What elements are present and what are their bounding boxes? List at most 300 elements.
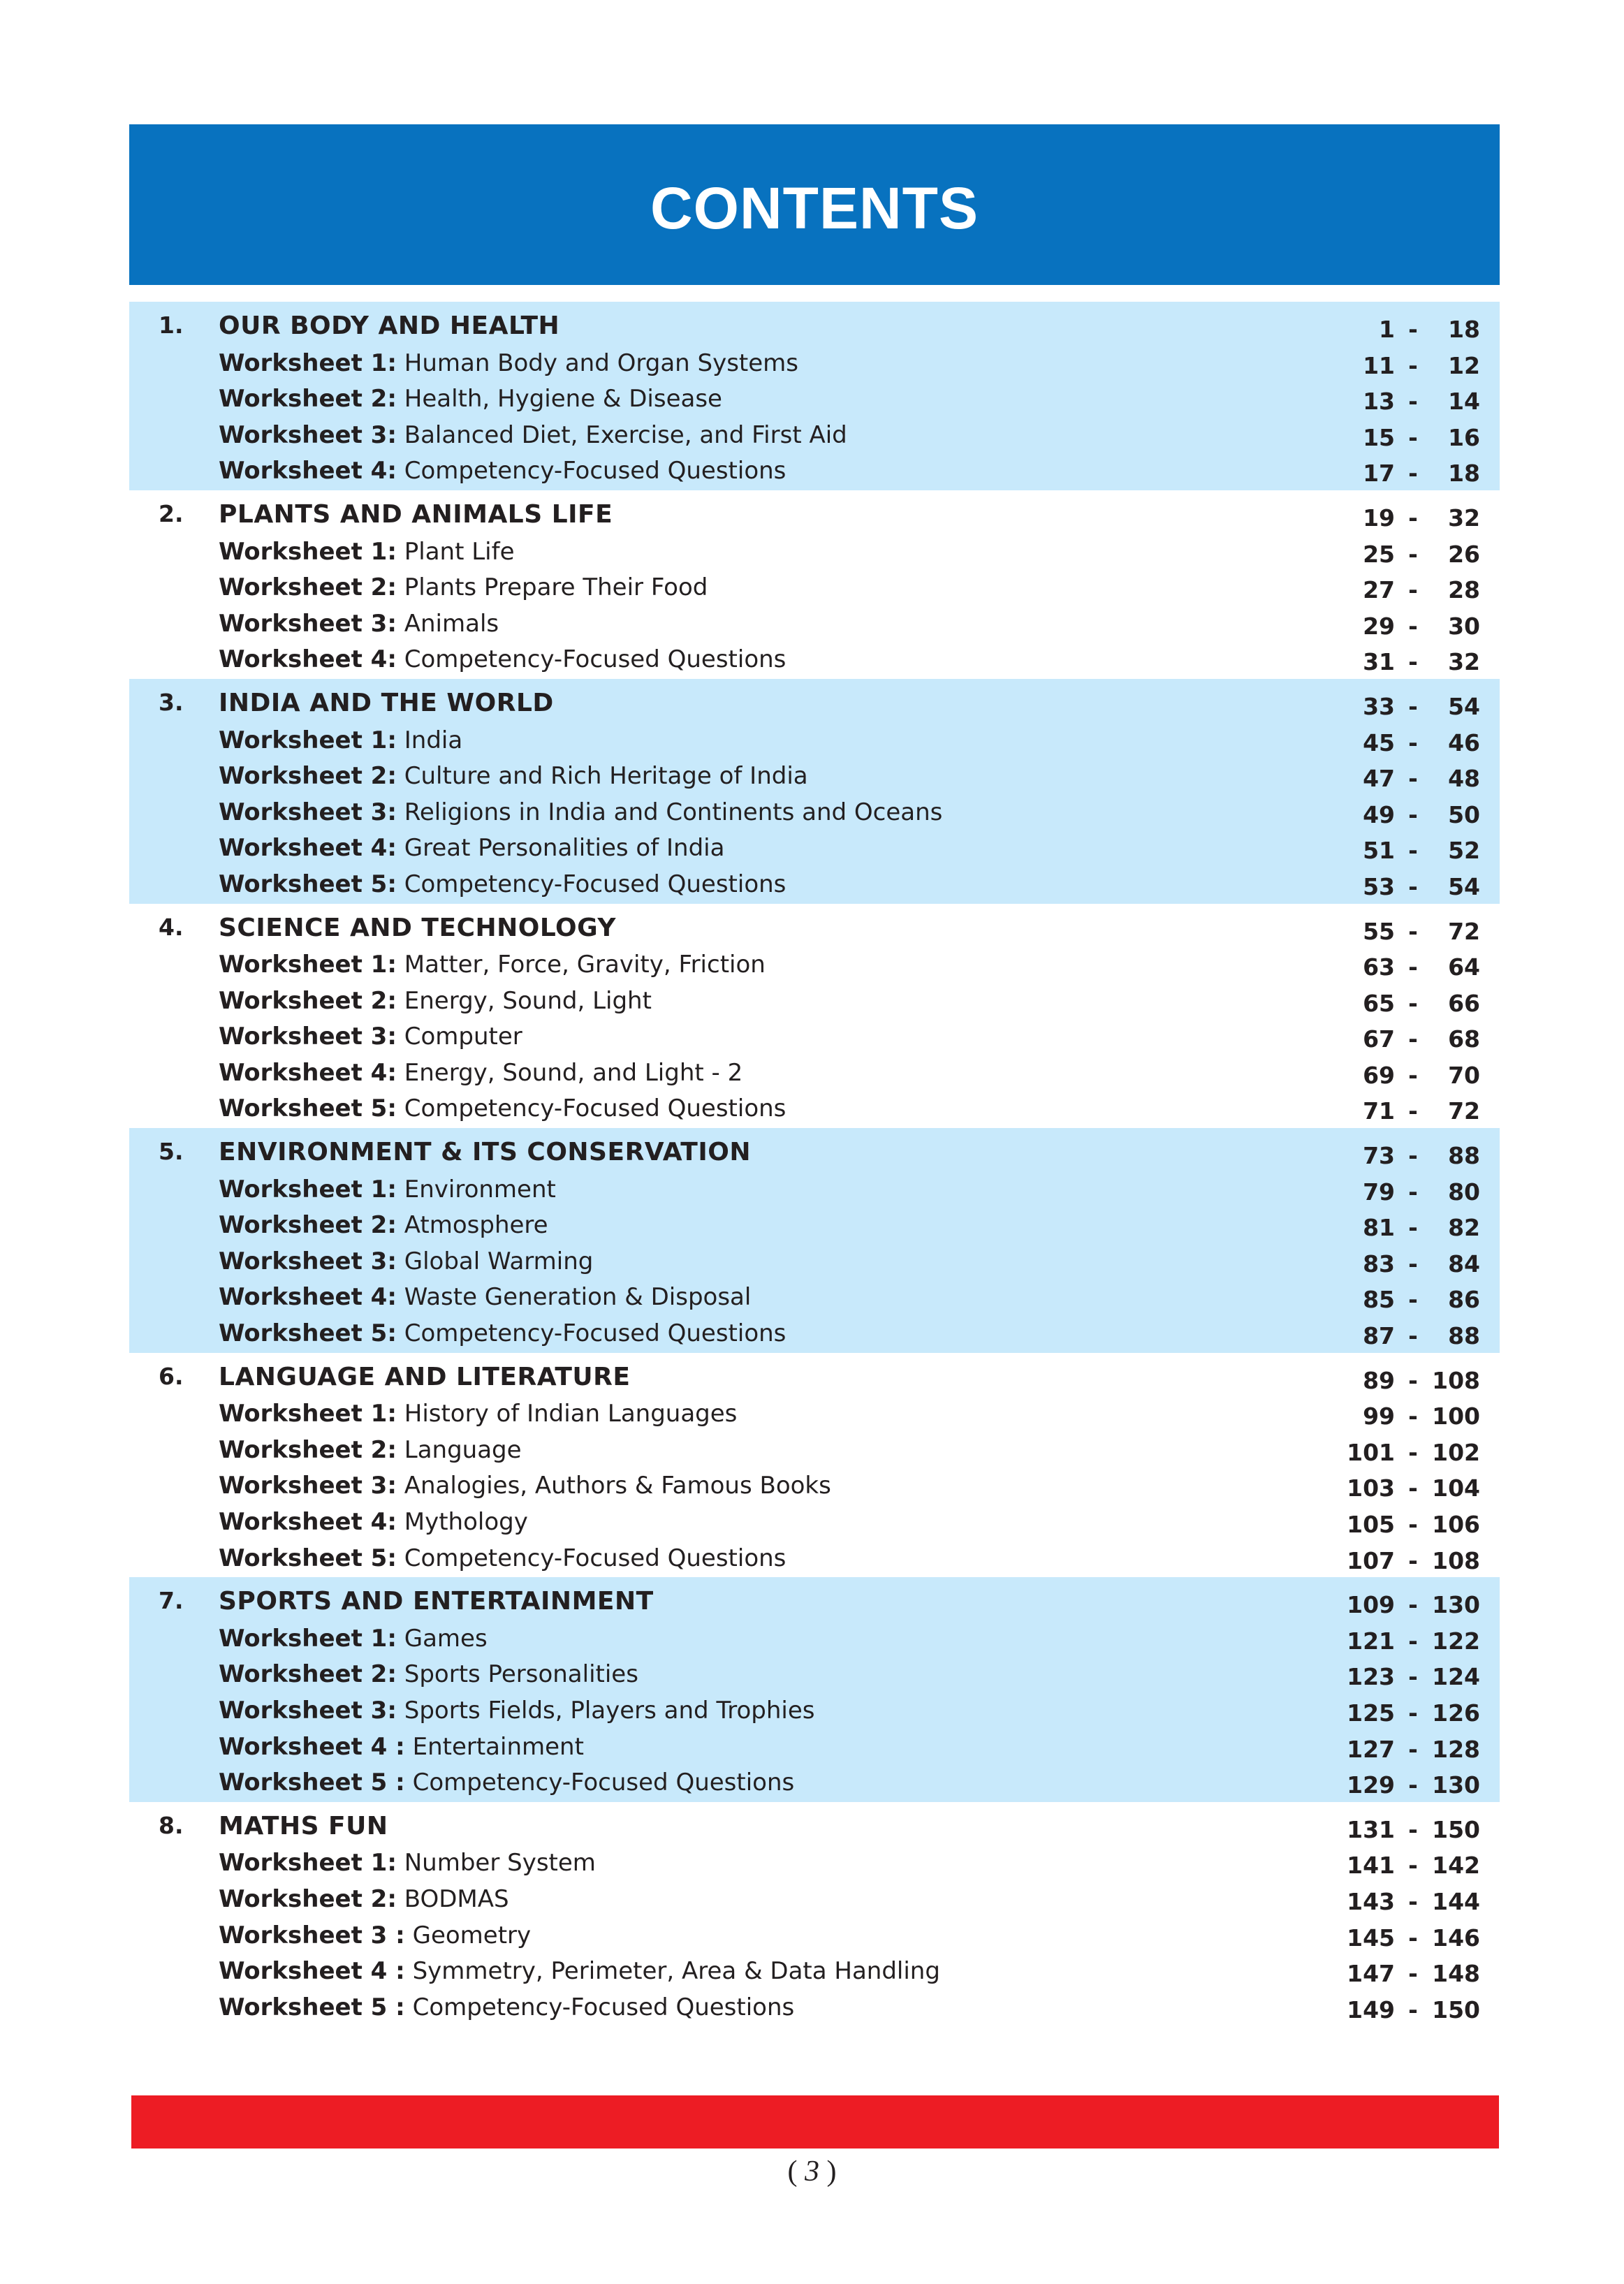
worksheet-title: Competency-Focused Questions	[404, 870, 787, 898]
worksheet-entry[interactable]	[219, 870, 786, 898]
worksheet-entry[interactable]	[219, 1247, 593, 1275]
page-range-dash: -	[1408, 1771, 1418, 1799]
worksheet-label: Worksheet 3 :	[219, 1921, 405, 1949]
page-from: 33	[1363, 692, 1395, 720]
page-range-dash: -	[1408, 612, 1418, 640]
page-to: 16	[1448, 423, 1480, 451]
chapter-title[interactable]: OUR BODY AND HEALTH	[219, 312, 560, 340]
page-to: 148	[1432, 1960, 1480, 1988]
page-from: 79	[1363, 1178, 1395, 1206]
worksheet-row[interactable]	[129, 607, 1500, 643]
page-from: 29	[1363, 612, 1395, 640]
chapter-block	[129, 1353, 1500, 1578]
worksheet-label: Worksheet 3:	[219, 798, 397, 826]
page-range-dash: -	[1408, 1025, 1418, 1053]
page-range	[1346, 765, 1500, 793]
worksheet-label: Worksheet 2:	[219, 385, 397, 413]
worksheet-title: Human Body and Organ Systems	[404, 349, 799, 377]
page-range	[1346, 693, 1500, 721]
worksheet-label: Worksheet 3:	[219, 609, 397, 638]
worksheet-entry[interactable]	[219, 1993, 794, 2021]
page-range-dash: -	[1408, 1735, 1418, 1763]
page-range-dash: -	[1408, 1546, 1418, 1574]
page-range	[1346, 613, 1500, 640]
worksheet-row[interactable]	[129, 382, 1500, 418]
worksheet-title: Sports Personalities	[404, 1660, 638, 1689]
worksheet-row[interactable]	[129, 1882, 1500, 1919]
page-range-dash: -	[1408, 648, 1418, 676]
worksheet-entry[interactable]	[219, 1849, 596, 1877]
page-from: 63	[1363, 953, 1395, 981]
page-range-dash: -	[1408, 1061, 1418, 1089]
worksheet-label: Worksheet 4:	[219, 457, 397, 485]
page-range	[1346, 1439, 1500, 1467]
worksheet-entry[interactable]	[219, 1957, 940, 1985]
chapter-heading-row[interactable]	[129, 912, 1500, 949]
page-range-dash: -	[1408, 1474, 1418, 1502]
page-from: 109	[1347, 1591, 1395, 1619]
page-range	[1346, 541, 1500, 569]
worksheet-row[interactable]	[129, 868, 1500, 904]
page-range-dash: -	[1408, 872, 1418, 900]
worksheet-title: Atmosphere	[404, 1211, 548, 1240]
worksheet-entry[interactable]	[219, 573, 708, 601]
worksheet-entry[interactable]	[219, 610, 499, 638]
worksheet-label: Worksheet 1:	[219, 1849, 397, 1877]
page-range-dash: -	[1408, 1286, 1418, 1314]
page-range-dash: -	[1408, 540, 1418, 568]
chapter-title[interactable]: PLANTS AND ANIMALS LIFE	[219, 499, 613, 529]
page-to: 106	[1432, 1511, 1480, 1538]
worksheet-label: Worksheet 4:	[219, 645, 397, 674]
worksheet-label: Worksheet 5:	[219, 1319, 397, 1348]
chapter-heading-row[interactable]	[129, 310, 1500, 346]
page-to: 104	[1432, 1474, 1480, 1502]
chapter-block	[129, 1128, 1500, 1353]
worksheet-row[interactable]	[129, 759, 1500, 796]
worksheet-row[interactable]	[129, 1766, 1500, 1802]
page-from: 67	[1363, 1025, 1395, 1053]
worksheet-row[interactable]	[129, 1542, 1500, 1578]
worksheet-row[interactable]	[129, 418, 1500, 455]
worksheet-label: Worksheet 4:	[219, 834, 397, 863]
worksheet-label: Worksheet 5:	[219, 1544, 397, 1572]
worksheet-title: Global Warming	[404, 1247, 594, 1275]
worksheet-entry[interactable]	[219, 834, 724, 862]
worksheet-row[interactable]	[129, 1433, 1500, 1470]
page-from: 19	[1363, 504, 1395, 532]
worksheet-entry[interactable]	[219, 421, 847, 449]
worksheet-title: Entertainment	[412, 1732, 584, 1761]
chapter-heading-row[interactable]	[129, 687, 1500, 724]
worksheet-entry[interactable]	[219, 1472, 831, 1500]
worksheet-label: Worksheet 2:	[219, 1660, 397, 1689]
worksheet-entry[interactable]	[219, 349, 798, 377]
worksheet-title: Animals	[404, 609, 499, 638]
worksheet-label: Worksheet 3:	[219, 420, 397, 449]
worksheet-title: Competency-Focused Questions	[404, 1095, 787, 1123]
worksheet-title: Analogies, Authors & Famous Books	[404, 1472, 831, 1500]
worksheet-entry[interactable]	[219, 798, 942, 826]
page-to: 72	[1448, 917, 1480, 945]
page-range-dash: -	[1408, 1699, 1418, 1727]
page-range	[1346, 1591, 1500, 1619]
worksheet-label: Worksheet 2:	[219, 762, 397, 791]
worksheet-row[interactable]	[129, 571, 1500, 607]
worksheet-entry[interactable]	[219, 1319, 786, 1347]
page-from: 71	[1363, 1097, 1395, 1125]
worksheet-row[interactable]	[129, 1317, 1500, 1353]
worksheet-title: Great Personalities of India	[404, 834, 725, 863]
page-range	[1346, 1924, 1500, 1952]
page-range	[1346, 1367, 1500, 1395]
worksheet-title: Mythology	[404, 1508, 528, 1536]
worksheet-entry[interactable]	[219, 1211, 548, 1239]
page-range	[1346, 1816, 1500, 1844]
page-range-dash: -	[1408, 1663, 1418, 1691]
page-range	[1346, 837, 1500, 865]
page-range-dash: -	[1408, 800, 1418, 828]
page-range	[1346, 873, 1500, 901]
chapter-number: 7.	[159, 1587, 184, 1615]
worksheet-row[interactable]	[129, 796, 1500, 832]
page-to: 12	[1448, 351, 1480, 379]
page-range	[1346, 316, 1500, 344]
worksheet-title: Health, Hygiene & Disease	[404, 385, 722, 413]
chapter-number: 3.	[159, 688, 184, 716]
page-from: 125	[1347, 1699, 1395, 1727]
page-from: 73	[1363, 1142, 1395, 1170]
worksheet-row[interactable]	[129, 724, 1500, 760]
page-from: 13	[1363, 388, 1395, 416]
chapter-heading-row[interactable]	[129, 1361, 1500, 1398]
worksheet-label: Worksheet 2:	[219, 573, 397, 602]
page-from: 147	[1347, 1960, 1395, 1988]
page-to: 30	[1448, 612, 1480, 640]
worksheet-title: Plants Prepare Their Food	[404, 573, 708, 602]
worksheet-label: Worksheet 4 :	[219, 1957, 405, 1986]
chapter-title[interactable]: SCIENCE AND TECHNOLOGY	[219, 913, 616, 942]
worksheet-title: Waste Generation & Disposal	[404, 1283, 752, 1312]
page-range-dash: -	[1408, 1852, 1418, 1880]
worksheet-entry[interactable]	[219, 1733, 584, 1761]
page-from: 105	[1347, 1511, 1395, 1538]
page-range-dash: -	[1408, 316, 1418, 343]
chapter-number: 1.	[159, 312, 184, 339]
worksheet-row[interactable]	[129, 1919, 1500, 1955]
worksheet-row[interactable]	[129, 1020, 1500, 1056]
page-range-dash: -	[1408, 351, 1418, 379]
page-number-value: 3	[805, 2155, 819, 2188]
page-from: 53	[1363, 872, 1395, 900]
worksheet-entry[interactable]	[219, 1400, 737, 1428]
page-range	[1346, 801, 1500, 829]
page-from: 149	[1347, 1996, 1395, 2023]
chapter-block	[129, 490, 1500, 679]
worksheet-title: Energy, Sound, Light	[404, 986, 652, 1015]
page-from: 127	[1347, 1735, 1395, 1763]
worksheet-title: Competency-Focused Questions	[404, 1544, 787, 1572]
page-to: 52	[1448, 837, 1480, 865]
page-to: 102	[1432, 1438, 1480, 1466]
worksheet-label: Worksheet 1:	[219, 1175, 397, 1203]
page-range	[1346, 460, 1500, 488]
chapter-title[interactable]: LANGUAGE AND LITERATURE	[219, 1362, 631, 1391]
page-to: 70	[1448, 1061, 1480, 1089]
worksheet-row[interactable]	[129, 1245, 1500, 1281]
page-range	[1346, 1699, 1500, 1727]
worksheet-entry[interactable]	[219, 1436, 522, 1464]
worksheet-row[interactable]	[129, 1730, 1500, 1766]
chapter-block	[129, 679, 1500, 904]
worksheet-row[interactable]	[129, 1991, 1500, 2027]
page-range	[1346, 729, 1500, 757]
page-from: 65	[1363, 989, 1395, 1017]
page-range	[1346, 424, 1500, 452]
worksheet-title: India	[404, 726, 463, 754]
worksheet-row[interactable]	[129, 1397, 1500, 1433]
page-range	[1346, 990, 1500, 1018]
chapter-title[interactable]: MATHS FUN	[219, 1811, 388, 1840]
worksheet-row[interactable]	[129, 1694, 1500, 1730]
page-from: 11	[1363, 351, 1395, 379]
chapter-heading-row[interactable]	[129, 1136, 1500, 1173]
worksheet-row[interactable]	[129, 1954, 1500, 1991]
worksheet-label: Worksheet 2:	[219, 1884, 397, 1913]
page-to: 100	[1432, 1403, 1480, 1430]
page-range-dash: -	[1408, 1250, 1418, 1278]
page-number-open: (	[787, 2155, 805, 2188]
worksheet-entry[interactable]	[219, 1625, 488, 1653]
chapter-heading-row[interactable]	[129, 1810, 1500, 1847]
page-to: 130	[1432, 1591, 1480, 1619]
page-range-dash: -	[1408, 1142, 1418, 1170]
worksheet-entry[interactable]	[219, 645, 786, 673]
worksheet-title: Competency-Focused Questions	[404, 457, 787, 485]
page-to: 88	[1448, 1142, 1480, 1170]
chapter-heading-row[interactable]	[129, 499, 1500, 535]
page-from: 87	[1363, 1322, 1395, 1350]
page-range	[1346, 1960, 1500, 1988]
chapter-title[interactable]: SPORTS AND ENTERTAINMENT	[219, 1587, 654, 1616]
page-to: 150	[1432, 1996, 1480, 2023]
page-range	[1346, 1322, 1500, 1350]
page-range-dash: -	[1408, 953, 1418, 981]
page-range	[1346, 1097, 1500, 1125]
page-range-dash: -	[1408, 576, 1418, 604]
worksheet-entry[interactable]	[219, 457, 786, 485]
worksheet-title: Environment	[404, 1175, 556, 1203]
worksheet-label: Worksheet 5:	[219, 870, 397, 898]
worksheet-entry[interactable]	[219, 1660, 638, 1688]
page-to: 50	[1448, 800, 1480, 828]
chapter-heading-row[interactable]	[129, 1586, 1500, 1622]
worksheet-row[interactable]	[129, 1056, 1500, 1092]
page-to: 130	[1432, 1771, 1480, 1799]
worksheet-title: Culture and Rich Heritage of India	[404, 762, 808, 791]
page-range-dash: -	[1408, 1438, 1418, 1466]
worksheet-label: Worksheet 4:	[219, 1283, 397, 1312]
worksheet-entry[interactable]	[219, 951, 766, 979]
worksheet-entry[interactable]	[219, 1544, 786, 1572]
page-range-dash: -	[1408, 729, 1418, 756]
worksheet-entry[interactable]	[219, 1059, 742, 1087]
page-range-dash: -	[1408, 917, 1418, 945]
worksheet-entry[interactable]	[219, 987, 652, 1015]
worksheet-row[interactable]	[129, 346, 1500, 383]
page-range	[1346, 1888, 1500, 1916]
page-range-dash: -	[1408, 1815, 1418, 1843]
worksheet-entry[interactable]	[219, 1769, 794, 1796]
worksheet-label: Worksheet 3:	[219, 1472, 397, 1500]
worksheet-label: Worksheet 3:	[219, 1247, 397, 1275]
worksheet-entry[interactable]	[219, 538, 515, 566]
page-to: 108	[1432, 1366, 1480, 1394]
page-range	[1346, 1286, 1500, 1314]
worksheet-title: Religions in India and Continents and Oceans	[404, 798, 943, 826]
page-from: 55	[1363, 917, 1395, 945]
worksheet-entry[interactable]	[219, 385, 722, 413]
page-from: 69	[1363, 1061, 1395, 1089]
worksheet-entry[interactable]	[219, 1176, 556, 1203]
page-range-dash: -	[1408, 460, 1418, 488]
page-to: 84	[1448, 1250, 1480, 1278]
worksheet-label: Worksheet 1:	[219, 726, 397, 754]
page-to: 46	[1448, 729, 1480, 756]
worksheet-entry[interactable]	[219, 762, 808, 790]
page-range	[1346, 504, 1500, 532]
worksheet-entry[interactable]	[219, 1697, 814, 1725]
worksheet-row[interactable]	[129, 1280, 1500, 1317]
page-range	[1346, 1178, 1500, 1206]
page-range-dash: -	[1408, 1960, 1418, 1988]
worksheet-row[interactable]	[129, 1469, 1500, 1505]
worksheet-title: Computer	[404, 1023, 522, 1051]
page-from: 51	[1363, 837, 1395, 865]
chapter-title[interactable]: INDIA AND THE WORLD	[219, 688, 554, 717]
worksheet-title: Competency-Focused Questions	[404, 1319, 787, 1348]
page-number-close: )	[819, 2155, 837, 2188]
page-from: 83	[1363, 1250, 1395, 1278]
worksheet-entry[interactable]	[219, 1095, 786, 1122]
page-range	[1346, 1736, 1500, 1764]
page-range	[1346, 1511, 1500, 1539]
page-from: 15	[1363, 423, 1395, 451]
worksheet-label: Worksheet 2:	[219, 986, 397, 1015]
worksheet-row[interactable]	[129, 1622, 1500, 1658]
page-to: 82	[1448, 1214, 1480, 1242]
contents-header-band	[129, 124, 1500, 285]
page-range	[1346, 1025, 1500, 1053]
page-range-dash: -	[1408, 504, 1418, 532]
page-from: 107	[1347, 1546, 1395, 1574]
page-range	[1346, 1474, 1500, 1502]
worksheet-entry[interactable]	[219, 726, 462, 754]
worksheet-row[interactable]	[129, 831, 1500, 868]
page-range	[1346, 1771, 1500, 1799]
worksheet-row[interactable]	[129, 984, 1500, 1020]
page-range-dash: -	[1408, 1887, 1418, 1915]
worksheet-row[interactable]	[129, 1846, 1500, 1882]
worksheet-title: Language	[404, 1435, 522, 1464]
worksheet-row[interactable]	[129, 454, 1500, 490]
page-from: 85	[1363, 1286, 1395, 1314]
page-range-dash: -	[1408, 1366, 1418, 1394]
page-range-dash: -	[1408, 1924, 1418, 1952]
worksheet-row[interactable]	[129, 643, 1500, 679]
worksheet-entry[interactable]	[219, 1283, 751, 1311]
page-range	[1346, 918, 1500, 946]
page-range	[1346, 648, 1500, 676]
page-range-dash: -	[1408, 423, 1418, 451]
worksheet-row[interactable]	[129, 535, 1500, 571]
worksheet-title: Energy, Sound, and Light - 2	[404, 1058, 743, 1087]
page-to: 18	[1448, 460, 1480, 488]
page-to: 146	[1432, 1924, 1480, 1952]
page-to: 18	[1448, 316, 1480, 343]
footer-band	[131, 2095, 1499, 2148]
worksheet-entry[interactable]	[219, 1508, 528, 1536]
chapter-number: 2.	[159, 499, 184, 527]
page-range	[1346, 1250, 1500, 1278]
worksheet-row[interactable]	[129, 1505, 1500, 1542]
page-range-dash: -	[1408, 1996, 1418, 2023]
page-range	[1346, 1403, 1500, 1430]
worksheet-entry[interactable]	[219, 1921, 531, 1949]
page-range	[1346, 576, 1500, 604]
chapter-block	[129, 1577, 1500, 1802]
page-range	[1346, 1852, 1500, 1880]
page-range-dash: -	[1408, 765, 1418, 793]
worksheet-row[interactable]	[129, 1092, 1500, 1128]
worksheet-label: Worksheet 1:	[219, 1624, 397, 1653]
page-to: 26	[1448, 540, 1480, 568]
page-range-dash: -	[1408, 1097, 1418, 1125]
page-to: 126	[1432, 1699, 1480, 1727]
page-to: 108	[1432, 1546, 1480, 1574]
worksheet-title: History of Indian Languages	[404, 1400, 738, 1428]
chapter-number: 4.	[159, 913, 184, 941]
page-to: 144	[1432, 1887, 1480, 1915]
page-to: 86	[1448, 1286, 1480, 1314]
worksheet-title: Symmetry, Perimeter, Area & Data Handling	[412, 1957, 940, 1986]
worksheet-title: Geometry	[412, 1921, 532, 1949]
page-from: 47	[1363, 765, 1395, 793]
page-from: 25	[1363, 540, 1395, 568]
worksheet-label: Worksheet 3:	[219, 1696, 397, 1725]
worksheet-entry[interactable]	[219, 1023, 522, 1051]
page-range	[1346, 1663, 1500, 1691]
worksheet-row[interactable]	[129, 1208, 1500, 1245]
page-range	[1346, 1142, 1500, 1170]
page-range	[1346, 1547, 1500, 1575]
worksheet-title: Games	[404, 1624, 488, 1653]
worksheet-label: Worksheet 1:	[219, 1400, 397, 1428]
page-range-dash: -	[1408, 1403, 1418, 1430]
worksheet-title: Number System	[404, 1849, 596, 1877]
page-range	[1346, 1627, 1500, 1655]
worksheet-row[interactable]	[129, 1173, 1500, 1209]
page-to: 80	[1448, 1178, 1480, 1206]
chapter-title[interactable]: ENVIRONMENT & ITS CONSERVATION	[219, 1138, 751, 1167]
worksheet-row[interactable]	[129, 948, 1500, 984]
worksheet-title: Competency-Focused Questions	[412, 1769, 795, 1797]
worksheet-row[interactable]	[129, 1657, 1500, 1694]
worksheet-entry[interactable]	[219, 1885, 509, 1913]
chapter-number: 8.	[159, 1811, 184, 1839]
chapter-block	[129, 1802, 1500, 2027]
page-from: 17	[1363, 460, 1395, 488]
